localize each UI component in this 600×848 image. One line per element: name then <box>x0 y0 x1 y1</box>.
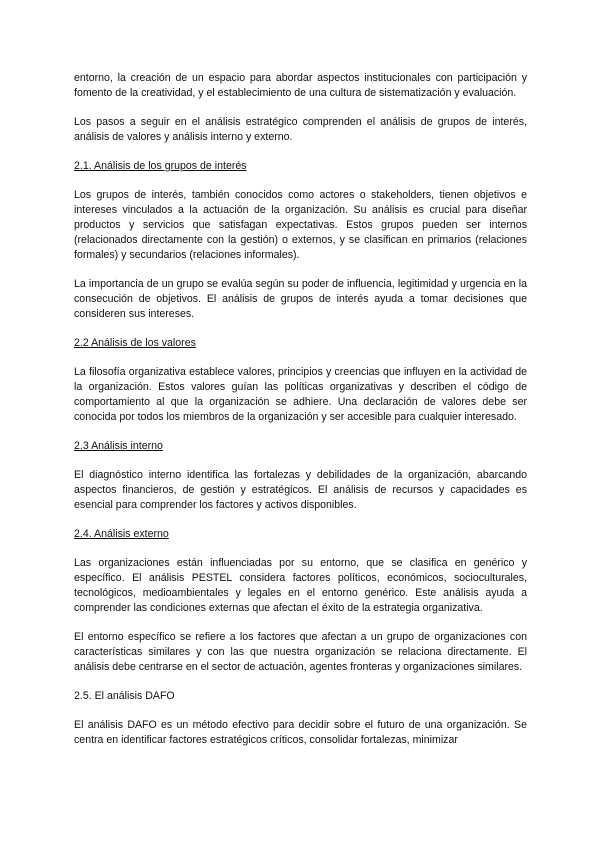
paragraph-entorno-especifico: El entorno específico se refiere a los factores que afectan a un grupo de organizaciones con características similares y con las que nuestra organización se relaciona directamente. El análisis debe centrarse en el sector de actuación, agentes fronteras y organizaciones similares. <box>74 631 527 673</box>
heading-interno <box>74 439 527 454</box>
heading-interno-text: 2.3 Análisis interno <box>74 440 163 452</box>
paragraph-entorno: entorno, la creación de un espacio para abordar aspectos institucionales con participación y fomento de la creatividad, y el establecimiento de una cultura de sistematización y evaluación. <box>74 72 527 99</box>
paragraph-grupos-interes: Los grupos de interés, también conocidos como actores o stakeholders, tienen objetivos e intereses vinculados a la actuación de la organización. Su análisis es crucial para diseñar productos y servicios que satisfagan expectativas. Estos grupos pueden ser internos (relacionados directamente con la gestión) o externos, y se clasifican en primarios (relaciones formales) y secundarios (relaciones informales). <box>74 189 527 261</box>
paragraph-dafo: El análisis DAFO es un método efectivo para decidir sobre el futuro de una organización. Se centra en identificar factores estratégicos críticos, consolidar fortalezas, minimizar <box>74 719 527 746</box>
document-page <box>74 64 527 762</box>
paragraph-pasos: Los pasos a seguir en el análisis estratégico comprenden el análisis de grupos de interés, análisis de valores y análisis interno y externo. <box>74 116 527 143</box>
heading-grupos-interes <box>74 159 527 174</box>
heading-grupos-interes-text: 2.1. Análisis de los grupos de interés <box>74 160 247 172</box>
heading-externo-text: 2.4. Análisis externo <box>74 528 169 540</box>
heading-valores-text: 2.2 Análisis de los valores <box>74 337 196 349</box>
paragraph-importancia: La importancia de un grupo se evalúa según su poder de influencia, legitimidad y urgencia en la consecución de objetivos. El análisis de grupos de interés ayuda a tomar decisiones que consideren sus intereses. <box>74 278 527 320</box>
heading-dafo <box>74 689 527 704</box>
paragraph-organizaciones: Las organizaciones están influenciadas por su entorno, que se clasifica en genérico y específico. El análisis PESTEL considera factores políticos, económicos, socioculturales, tecnológicos, medioambientales y legales en el entorno genérico. Este análisis ayuda a comprender las condiciones externas que afectan el éxito de la estrategia organizativa. <box>74 557 527 614</box>
heading-valores <box>74 336 527 351</box>
heading-externo <box>74 527 527 542</box>
paragraph-diagnostico: El diagnóstico interno identifica las fortalezas y debilidades de la organización, abarcando aspectos financieros, de gestión y estratégicos. El análisis de recursos y capacidades es esencial para comprender los factores y activos disponibles. <box>74 469 527 511</box>
heading-dafo-text: 2.5. El análisis DAFO <box>74 690 175 702</box>
paragraph-filosofia: La filosofía organizativa establece valores, principios y creencias que influyen en la actividad de la organización. Estos valores guían las políticas organizativas y describen el código de comportamiento al que la organización se adhiere. Una declaración de valores debe ser conocida por todos los miembros de la organización y ser accesible para cualquier interesado. <box>74 366 527 423</box>
